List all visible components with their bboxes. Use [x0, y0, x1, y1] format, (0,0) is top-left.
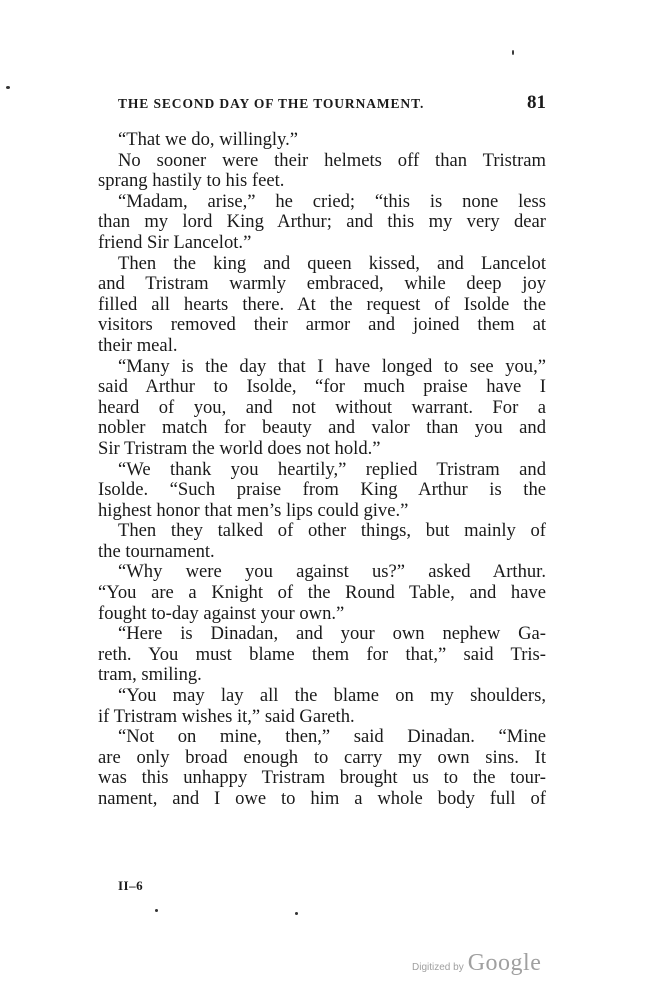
text-line: fought to-day against your own.” — [98, 602, 345, 624]
text-line: if Tristram wishes it,” said Gareth. — [98, 705, 355, 727]
text-line: No sooner were their helmets off than Tristram — [118, 149, 546, 171]
page-header — [118, 92, 546, 118]
text-line: their meal. — [98, 334, 178, 356]
text-line: “Not on mine, then,” said Dinadan. “Mine — [118, 726, 546, 748]
text-line: “Many is the day that I have longed to see you,” — [118, 355, 546, 377]
text-line: and Tristram warmly embraced, while deep joy — [98, 273, 546, 295]
watermark-prefix: Digitized by — [412, 962, 464, 973]
signature-mark: II–6 — [118, 878, 144, 893]
text-line: reth. You must blame them for that,” said Tris- — [98, 643, 546, 665]
digitized-watermark — [412, 950, 541, 977]
text-line: Sir Tristram the world does not hold.” — [98, 437, 381, 459]
text-line: “You are a Knight of the Round Table, and have — [98, 582, 546, 604]
text-line: Isolde. “Such praise from King Arthur is the — [98, 479, 546, 501]
running-head: THE SECOND DAY OF THE TOURNAMENT. — [118, 96, 425, 111]
text-line: the tournament. — [98, 540, 215, 562]
text-line: Then the king and queen kissed, and Lancelot — [118, 252, 546, 274]
text-line: visitors removed their armor and joined them at — [98, 314, 546, 336]
speck-mark — [512, 50, 514, 55]
page-number: 81 — [527, 92, 546, 113]
text-line: nobler match for beauty and valor than you and — [98, 417, 546, 439]
text-line: heard of you, and not without warrant. For a — [98, 396, 546, 418]
text-line: tram, smiling. — [98, 664, 202, 686]
speck-mark — [6, 86, 10, 89]
text-line: Then they talked of other things, but mainly of — [118, 520, 546, 542]
text-line: “We thank you heartily,” replied Tristram and — [118, 458, 546, 480]
watermark-brand: Google — [467, 950, 542, 976]
text-line: “Madam, arise,” he cried; “this is none less — [118, 190, 546, 212]
text-line: said Arthur to Isolde, “for much praise have I — [98, 376, 546, 398]
speck-mark — [155, 909, 158, 912]
text-line: “Here is Dinadan, and your own nephew Ga- — [118, 623, 546, 645]
text-line: “You may lay all the blame on my shoulders, — [118, 685, 546, 707]
text-line: friend Sir Lancelot.” — [98, 231, 252, 253]
speck-mark — [295, 912, 298, 915]
text-line: highest honor that men’s lips could give.” — [98, 499, 409, 521]
text-line: than my lord King Arthur; and this my very dear — [98, 211, 546, 233]
body-text — [98, 130, 546, 810]
text-line: “Why were you against us?” asked Arthur. — [118, 561, 546, 583]
text-line: “That we do, willingly.” — [118, 129, 299, 150]
text-line: sprang hastily to his feet. — [98, 170, 285, 192]
text-line: are only broad enough to carry my own sins. It — [98, 746, 546, 768]
text-line: filled all hearts there. At the request of Isolde the — [98, 293, 546, 315]
text-line: nament, and I owe to him a whole body full of — [98, 788, 546, 809]
text-line: was this unhappy Tristram brought us to the tour- — [98, 767, 546, 789]
